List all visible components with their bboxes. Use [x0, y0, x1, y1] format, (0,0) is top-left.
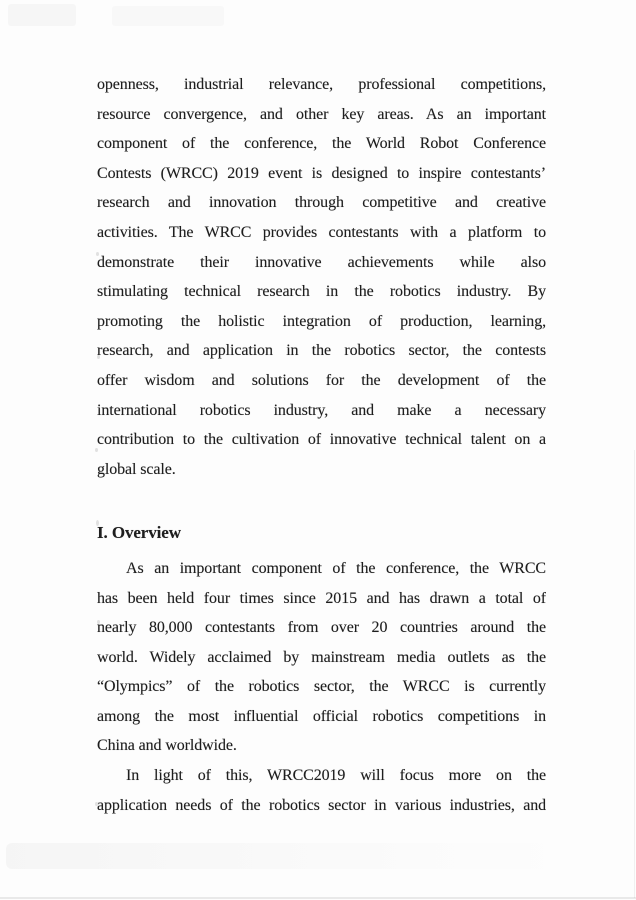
- text-line: application needs of the robotics sector in various industries, and: [97, 796, 546, 814]
- text-line: international robotics industry, and make a necessary: [97, 401, 546, 419]
- text-line: research and innovation through competitive and creative: [97, 194, 546, 212]
- text-line: component of the conference, the World Robot Conference: [97, 135, 546, 153]
- text-line: world. Widely acclaimed by mainstream media outlets as the: [97, 648, 546, 666]
- scan-artifact: [8, 4, 76, 26]
- text-line: demonstrate their innovative achievements while also: [97, 253, 546, 271]
- text-line: openness, industrial relevance, professional competitions,: [97, 76, 546, 93]
- text-line: resource convergence, and other key areas. As an important: [97, 105, 546, 123]
- text-line: Contests (WRCC) 2019 event is designed to inspire contestants’: [97, 164, 546, 182]
- text-line: offer wisdom and solutions for the development of the: [97, 371, 546, 389]
- text-line: global scale.: [97, 460, 176, 478]
- text-line: contribution to the cultivation of innovative technical talent on a: [97, 431, 546, 449]
- text-block: [97, 70, 546, 820]
- text-line: activities. The WRCC provides contestants with a platform to: [97, 223, 546, 241]
- text-line: promoting the holistic integration of production, learning,: [97, 312, 546, 330]
- scan-artifact: [0, 897, 636, 899]
- scan-artifact: [6, 843, 566, 869]
- text-line: has been held four times since 2015 and has drawn a total of: [97, 589, 546, 607]
- text-line: As an important component of the conference, the WRCC: [126, 559, 546, 577]
- text-line: “Olympics” of the robotics sector, the WRCC is currently: [97, 678, 546, 696]
- text-line: In light of this, WRCC2019 will focus more on the: [126, 767, 546, 785]
- scan-artifact: [112, 6, 224, 26]
- text-line: stimulating technical research in the robotics industry. By: [97, 283, 546, 301]
- text-line: research, and application in the robotics sector, the contests: [97, 342, 546, 360]
- text-line: among the most influential official robotics competitions in: [97, 707, 546, 725]
- text-line: China and worldwide.: [97, 737, 237, 755]
- text-line: nearly 80,000 contestants from over 20 countries around the: [97, 619, 546, 637]
- scan-artifact: [634, 450, 635, 898]
- section-heading: I. Overview: [97, 523, 181, 543]
